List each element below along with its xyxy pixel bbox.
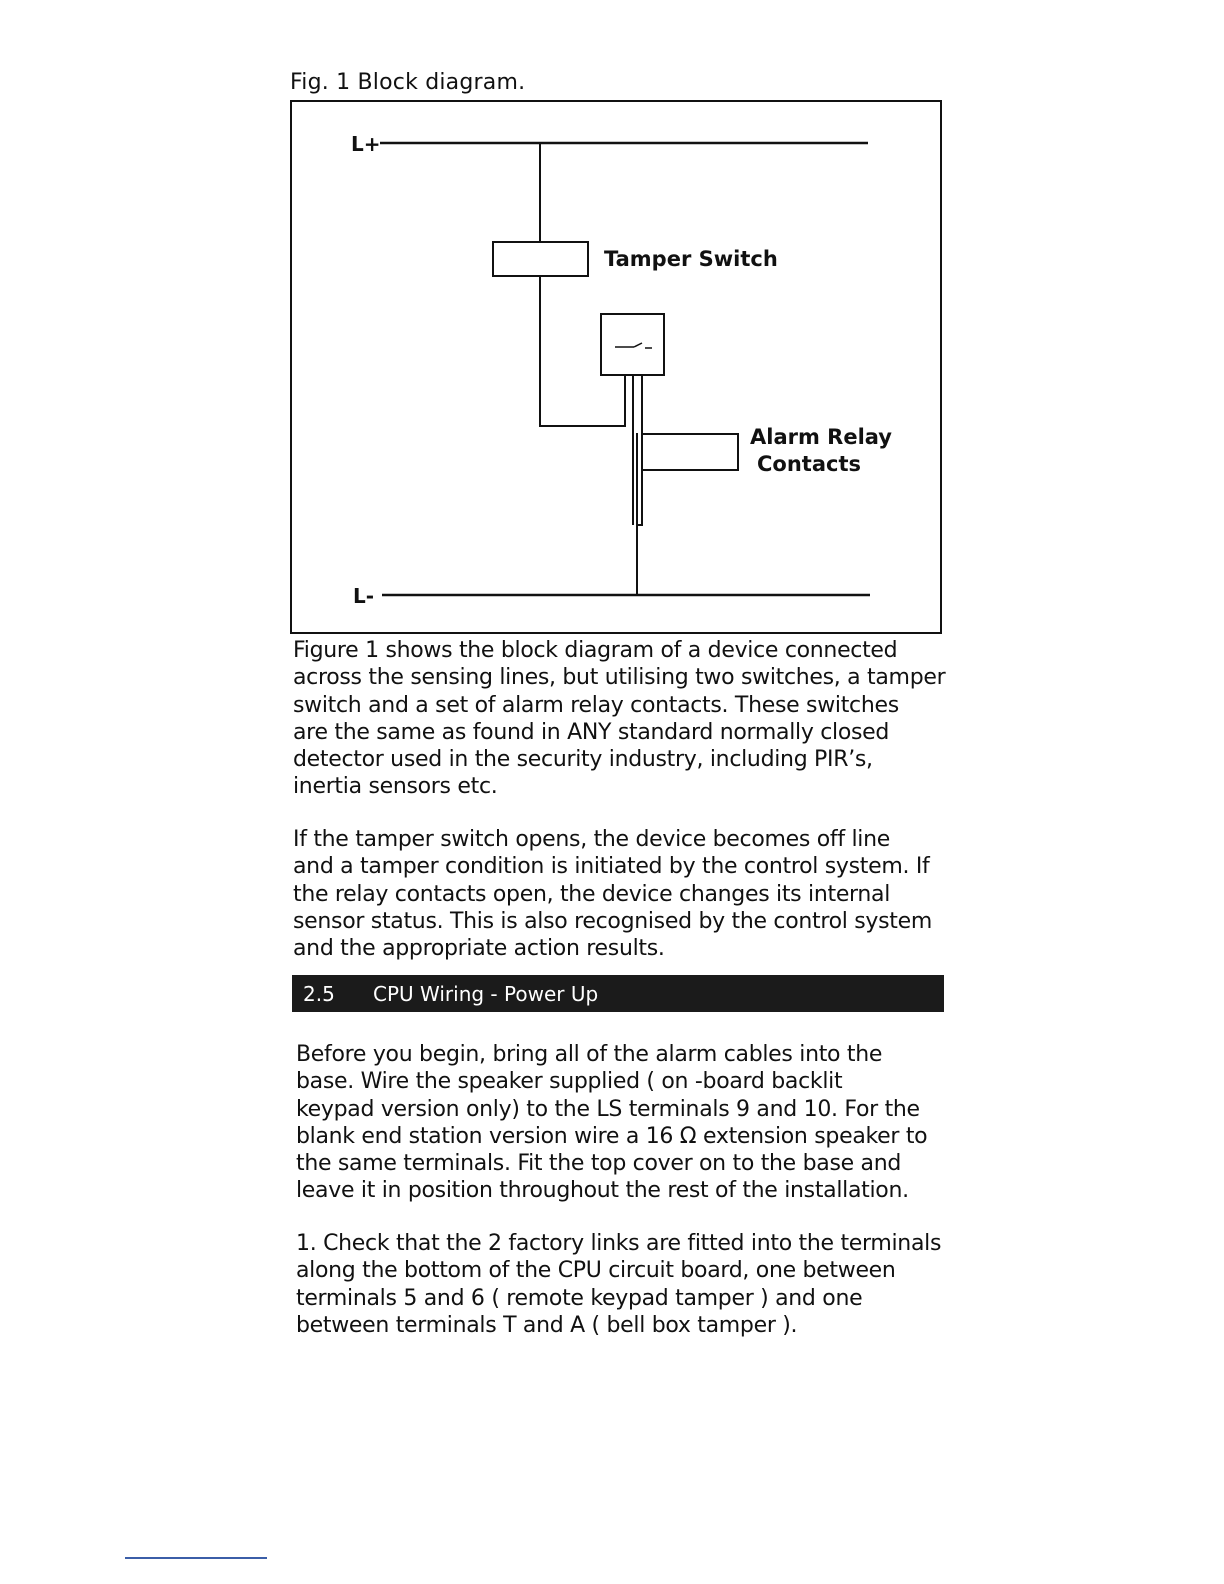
- section-title: CPU Wiring - Power Up: [373, 981, 599, 1006]
- text-line: across the sensing lines, but utilising two switches, a tamper: [293, 665, 946, 691]
- section-heading-bar: [292, 975, 944, 1012]
- tamper-switch-box: [493, 242, 588, 276]
- text-line: Before you begin, bring all of the alarm cables into the: [296, 1042, 883, 1067]
- tamper-switch-label: Tamper Switch: [604, 247, 778, 271]
- paragraph-step-1: [296, 1230, 956, 1339]
- l-minus-label: L-: [353, 584, 375, 608]
- relay-coil-box: [601, 314, 664, 375]
- text-line: the relay contacts open, the device changes its internal: [293, 881, 891, 907]
- text-line: If the tamper switch opens, the device becomes off line: [293, 827, 890, 852]
- text-line: detector used in the security industry, including PIR’s,: [293, 747, 873, 773]
- paragraph-block-diagram-description: [293, 637, 953, 801]
- text-line: terminals 5 and 6 ( remote keypad tamper ) and one: [296, 1285, 863, 1311]
- text-line: the same terminals. Fit the top cover on to the base and: [296, 1151, 902, 1177]
- text-line: base. Wire the speaker supplied ( on -board backlit: [296, 1069, 843, 1095]
- switch-symbol-line2: [634, 343, 642, 347]
- text-line: between terminals T and A ( bell box tamper ).: [296, 1312, 798, 1338]
- block-diagram: [290, 100, 942, 636]
- text-line: switch and a set of alarm relay contacts. These switches: [293, 692, 899, 718]
- text-line: blank end station version wire a 16 Ω extension speaker to: [296, 1123, 928, 1149]
- figure-caption: Fig. 1 Block diagram.: [290, 70, 526, 95]
- alarm-relay-label-line2: Contacts: [757, 452, 861, 476]
- text-line: and the appropriate action results.: [293, 936, 665, 962]
- paragraph-tamper-behaviour: [293, 826, 953, 962]
- text-line: along the bottom of the CPU circuit board, one between: [296, 1258, 896, 1284]
- text-line: sensor status. This is also recognised by the control system: [293, 908, 933, 934]
- text-line: inertia sensors etc.: [293, 774, 498, 800]
- text-line: are the same as found in ANY standard normally closed: [293, 719, 890, 745]
- l-plus-label: L+: [351, 132, 381, 156]
- paragraph-before-you-begin: [296, 1041, 956, 1205]
- text-line: leave it in position throughout the rest of the installation.: [296, 1178, 909, 1204]
- footer-rule: [125, 1557, 267, 1559]
- text-line: 1. Check that the 2 factory links are fitted into the terminals: [296, 1231, 942, 1256]
- text-line: keypad version only) to the LS terminals 9 and 10. For the: [296, 1096, 920, 1122]
- alarm-relay-label-line1: Alarm Relay: [750, 425, 892, 449]
- wire-tamper-to-relay: [540, 276, 625, 426]
- text-line: Figure 1 shows the block diagram of a device connected: [293, 638, 898, 663]
- alarm-relay-box: [642, 434, 738, 470]
- text-line: and a tamper condition is initiated by the control system. If: [293, 854, 930, 880]
- section-number: 2.5: [303, 981, 335, 1006]
- diagram-frame: [291, 101, 941, 633]
